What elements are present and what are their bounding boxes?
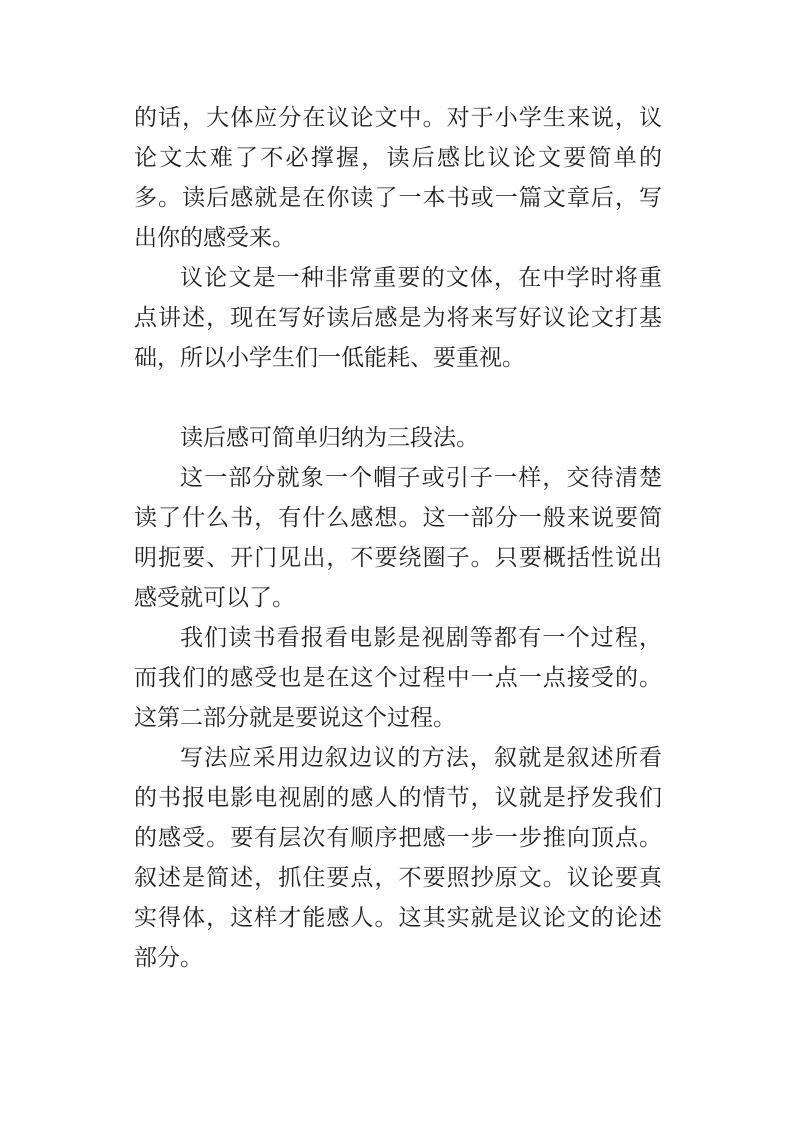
paragraph-5: 我们读书看报看电影是视剧等都有一个过程，而我们的感受也是在这个过程中一点一点接受的。这第二部分就是要说这个过程。 [134,625,662,731]
paragraph-3: 读后感可简单归纳为三段法。 [180,425,479,451]
paragraph-4: 这一部分就象一个帽子或引子一样，交待清楚读了什么书，有什么感想。这一部分一般来说要简明扼要、开门见出，不要绕圈子。只要概括性说出感受就可以了。 [134,465,662,611]
document-body [134,98,662,978]
paragraph-spacer [134,378,662,418]
paragraph-2: 议论文是一种非常重要的文体，在中学时将重点讲述，现在写好读后感是为将来写好议论文打基础，所以小学生们一低能耗、要重视。 [134,265,662,371]
paragraph-1: 的话，大体应分在议论文中。对于小学生来说，议论文太难了不必撑握，读后感比议论文要简单的多。读后感就是在你读了一本书或一篇文章后，写出你的感受来。 [134,105,662,251]
paragraph-6: 写法应采用边叙边议的方法，叙就是叙述所看的书报电影电视剧的感人的情节，议就是抒发我们的感受。要有层次有顺序把感一步一步推向顶点。叙述是简述，抓住要点，不要照抄原文。议论要真实得体，这样才能感人。这其实就是议论文的论述部分。 [134,745,662,971]
